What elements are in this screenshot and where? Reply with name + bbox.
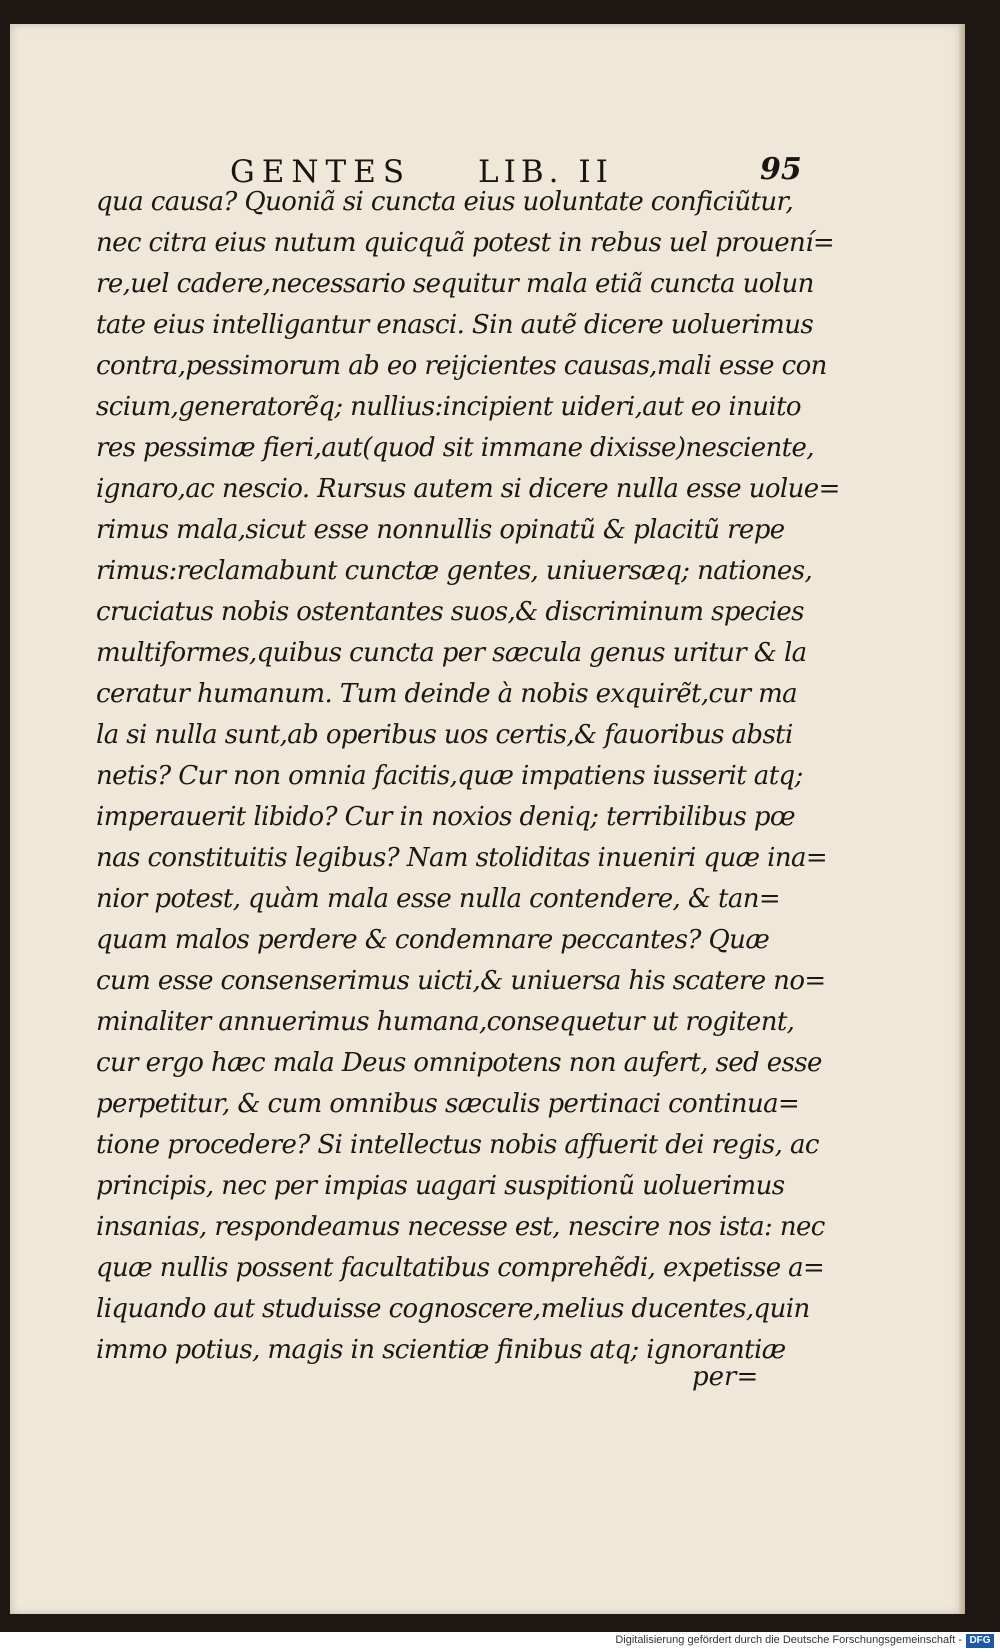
text-line: rimus:reclamabunt cunctæ gentes, uniuersæq; nationes, (96, 556, 813, 586)
text-line: immo potius, magis in scientiæ finibus atq; ignorantiæ (96, 1335, 786, 1365)
text-line: netis? Cur non omnia facitis,quæ impatiens iusserit atq; (96, 761, 803, 791)
text-line: insanias, respondeamus necesse est, nescire nos ista: nec (96, 1212, 825, 1242)
text-line: imperauerit libido? Cur in noxios deniq; terribilibus pœ (96, 802, 796, 832)
text-line: quam malos perdere & condemnare peccantes? Quæ (96, 925, 770, 955)
text-line: nior potest, quàm mala esse nulla contendere, & tan= (96, 884, 781, 914)
funding-credit: Digitalisierung gefördert durch die Deutsche Forschungsgemeinschaft - (615, 1634, 962, 1646)
page-number: 95 (760, 152, 802, 187)
text-line: res pessimæ fieri,aut(quod sit immane dixisse)nesciente, (96, 433, 814, 463)
text-line: rimus mala,sicut esse nonnullis opinatũ & placitũ repe (96, 515, 785, 545)
text-line: minaliter annuerimus humana,consequetur ut rogitent, (96, 1007, 795, 1037)
text-line: tione procedere? Si intellectus nobis affuerit dei regis, ac (96, 1130, 819, 1160)
text-line: ceratur humanum. Tum deinde à nobis exquirẽt,cur ma (96, 679, 798, 709)
text-line: la si nulla sunt,ab operibus uos certis,& fauoribus absti (96, 720, 793, 750)
text-line: liquando aut studuisse cognoscere,melius ducentes,quin (96, 1294, 810, 1324)
text-line: nec citra eius nutum quicquã potest in rebus uel prouení= (96, 228, 835, 258)
running-head (10, 132, 965, 190)
text-line: scium,generatorẽq; nullius:incipient uideri,aut eo inuito (96, 392, 801, 422)
text-line: qua causa? Quoniã si cuncta eius uoluntate conficiũtur, (96, 187, 794, 217)
text-line: principis, nec per impias uagari suspitionũ uoluerimus (96, 1171, 785, 1201)
text-line: nas constituitis legibus? Nam stoliditas inueniri quæ ina= (96, 843, 828, 873)
text-line: perpetitur, & cum omnibus sæculis pertinaci continua= (96, 1089, 800, 1119)
dfg-logo: DFG (966, 1634, 994, 1648)
text-line: multiformes,quibus cuncta per sæcula genus uritur & la (96, 638, 807, 668)
running-head-book: LIB. II (478, 154, 613, 190)
text-line: cur ergo hæc mala Deus omnipotens non aufert, sed esse (96, 1048, 822, 1078)
text-line: contra,pessimorum ab eo reijcientes causas,mali esse con (96, 351, 827, 381)
text-line: cruciatus nobis ostentantes suos,& discriminum species (96, 597, 804, 627)
text-line: quæ nullis possent facultatibus comprehẽdi, expetisse a= (96, 1253, 825, 1283)
book-page (10, 24, 965, 1614)
text-line: re,uel cadere,necessario sequitur mala etiã cuncta uolun (96, 269, 814, 299)
text-line: tate eius intelligantur enasci. Sin autẽ dicere uoluerimus (96, 310, 814, 340)
text-line: ignaro,ac nescio. Rursus autem si dicere nulla esse uolue= (96, 474, 840, 504)
running-head-title: GENTES (230, 154, 412, 190)
catchword: per= (692, 1362, 759, 1392)
digitization-footer (0, 1632, 1000, 1652)
text-line: cum esse consenserimus uicti,& uniuersa his scatere no= (96, 966, 826, 996)
page-edge (959, 24, 965, 1614)
body-text (96, 182, 840, 1371)
